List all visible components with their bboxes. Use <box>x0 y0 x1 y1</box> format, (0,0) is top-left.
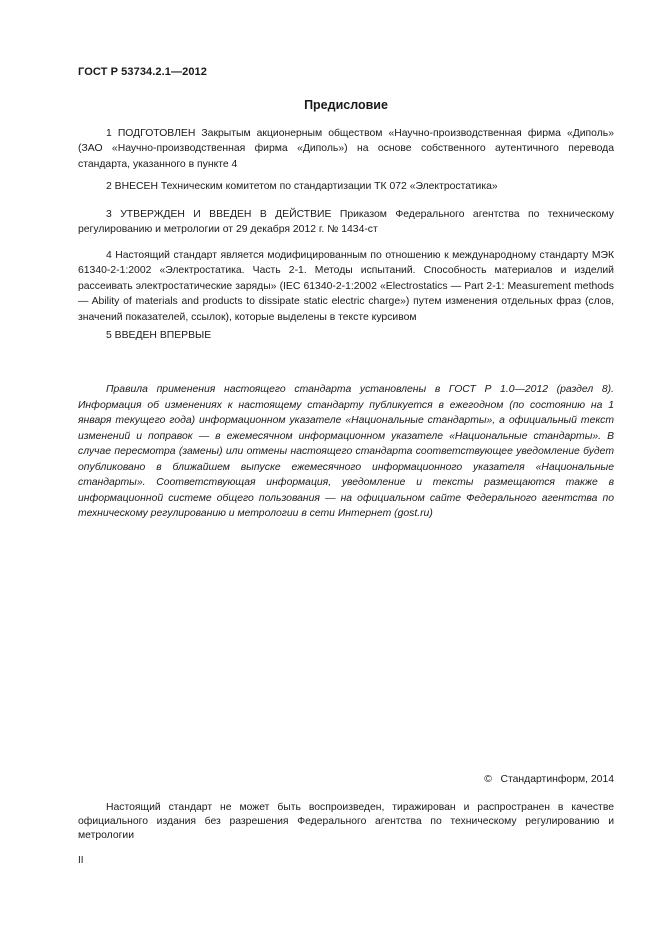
section-title: Предисловие <box>304 98 388 112</box>
reproduction-notice: Настоящий стандарт не может быть воспроизведен, тиражирован и распространен в качестве официального издания без разрешения Федерального агентства по техническому регулированию и метрологии <box>78 802 614 841</box>
preface-item-2: 2 ВНЕСЕН Техническим комитетом по стандартизации ТК 072 «Электростатика» <box>106 181 498 192</box>
standard-code-header: ГОСТ Р 53734.2.1—2012 <box>78 66 207 78</box>
preface-item-3: 3 УТВЕРЖДЕН И ВВЕДЕН В ДЕЙСТВИЕ Приказом Федерального агентства по техническому регулированию и метрологии от 29 декабря 2012 г. № 1434-ст <box>78 209 614 236</box>
page-number: II <box>78 855 84 866</box>
preface-item-4: 4 Настоящий стандарт является модифицированным по отношению к международному стандарту МЭК 61340-2-1:2002 «Электростатика. Часть 2-1. Методы испытаний. Способность материалов и изделий рассеивать электростатические заряды» (IEC 61340-2-1:2002 «Electrostatics — Part 2-1: Measurement methods — Ability of materials and products to dissipate static electric charge») путем изменения отдельных фраз (слов, значений показателей, ссылок), которые выделены в тексте курсивом <box>78 250 614 323</box>
application-rules-notice: Правила применения настоящего стандарта установлены в ГОСТ Р 1.0—2012 (раздел 8). Информация об изменениях к настоящему стандарту публикуется в ежегодном (по состоянию на 1 января текущего года) информационном указателе «Национальные стандарты», а официальный текст изменений и поправок — в ежемесячном информационном указателе «Национальные стандарты». В случае пересмотра (замены) или отмены настоящего стандарта соответствующее уведомление будет опубликовано в ближайшем выпуске ежемесячного информационного указателя «Национальные стандарты». Соответствующая информация, уведомление и тексты размещаются также в информационной системе общего пользования — на официальном сайте Федерального агентства по техническому регулированию и метрологии в сети Интернет (gost.ru) <box>78 384 614 519</box>
preface-item-5: 5 ВВЕДЕН ВПЕРВЫЕ <box>106 330 212 341</box>
copyright-line: © Стандартинформ, 2014 <box>484 774 614 785</box>
preface-item-1: 1 ПОДГОТОВЛЕН Закрытым акционерным обществом «Научно-производственная фирма «Диполь» (ЗАО «Научно-производственная фирма «Диполь») на основе собственного аутентичного перевода стандарта, указанного в пункте 4 <box>78 128 614 170</box>
